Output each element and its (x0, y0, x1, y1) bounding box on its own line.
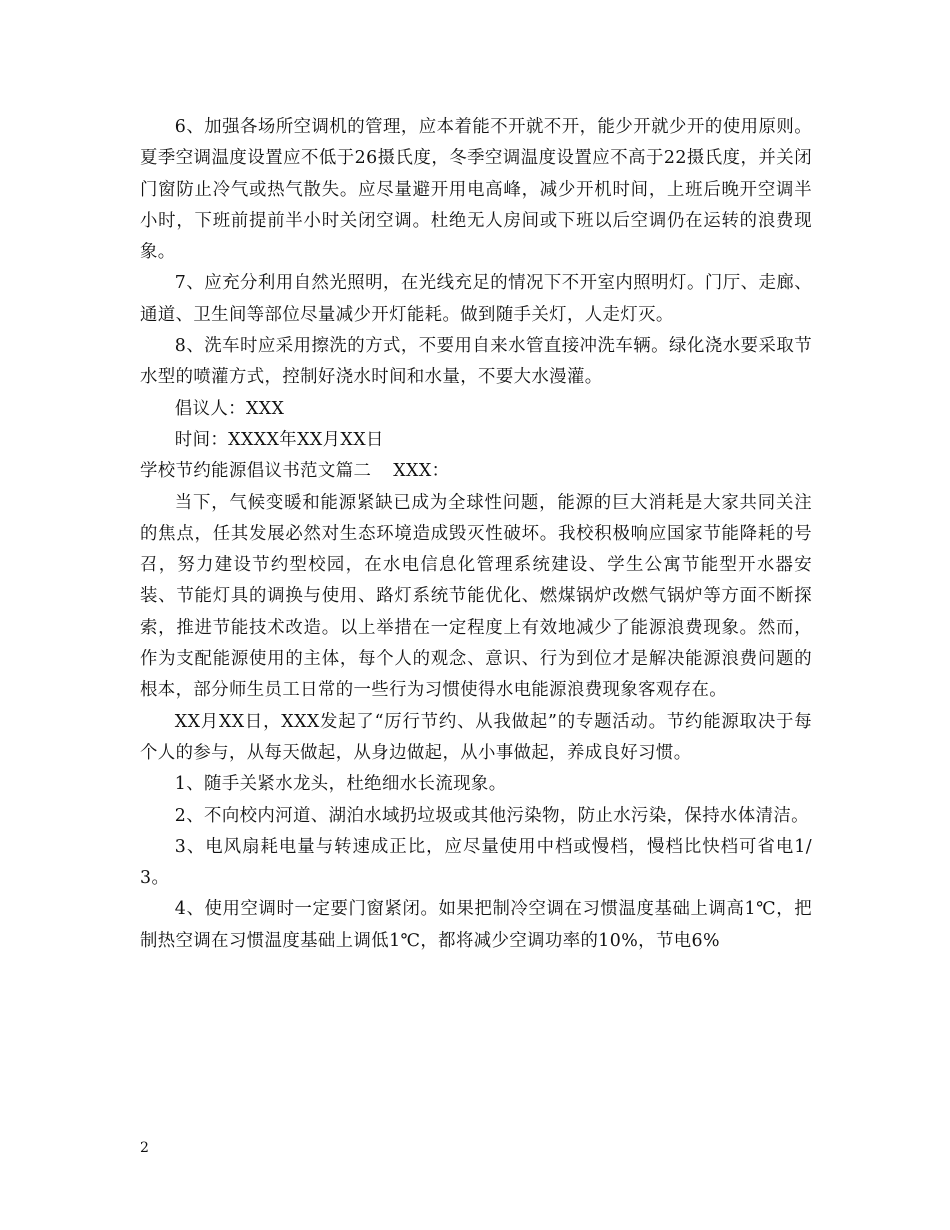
tip-item-4: 4、使用空调时一定要门窗紧闭。如果把制冷空调在习惯温度基础上调高1℃，把制热空调在习惯温度基础上调低1℃，都将减少空调功率的10%，节电6% (140, 899, 812, 951)
tip-item-3: 3、电风扇耗电量与转速成正比，应尽量使用中档或慢档，慢档比快档可省电1/3。 (140, 836, 812, 889)
paragraph-item-7: 7、应充分利用自然光照明，在光线充足的情况下不开室内照明灯。门厅、走廊、通道、卫生间等部位尽量减少开灯能耗。做到随手关灯，人走灯灭。 (140, 273, 812, 325)
proposer-line: 倡议人：XXX (174, 398, 285, 419)
tip-item-1: 1、随手关紧水龙头，杜绝细水长流现象。 (174, 774, 507, 795)
salutation: XXX： (393, 461, 450, 482)
page-number: 2 (140, 1140, 149, 1156)
paragraph-item-6: 6、加强各场所空调机的管理，应本着能不开就不开，能少开就少开的使用原则。夏季空调温度设置应不低于26摄氏度，冬季空调温度设置应不高于22摄氏度，并关闭门窗防止冷气或热气散失。应尽量避开用电高峰，减少开机时间，上班后晚开空调半小时，下班前提前半小时关闭空调。杜绝无人房间或下班以后空调仍在运转的浪费现象。 (140, 117, 812, 263)
intro-paragraph: 当下，气候变暖和能源紧缺已成为全球性问题，能源的巨大消耗是大家共同关注的焦点，任其发展必然对生态环境造成毁灭性破坏。我校积极响应国家节能降耗的号召，努力建设节约型校园，在水电信息化管理系统建设、学生公寓节能型开水器安装、节能灯具的调换与使用、路灯系统节能优化、燃煤锅炉改燃气锅炉等方面不断探索，推进节能技术改造。以上举措在一定程度上有效地减少了能源浪费现象。然而，作为支配能源使用的主体，每个人的观念、意识、行为到位才是解决能源浪费问题的根本，部分师生员工日常的一些行为习惯使得水电能源浪费现象客观存在。 (140, 492, 812, 701)
activity-paragraph: XX月XX日，XXX发起了“厉行节约、从我做起”的专题活动。节约能源取决于每个人的参与，从每天做起，从身边做起，从小事做起，养成良好习惯。 (140, 711, 812, 763)
tip-item-2: 2、不向校内河道、湖泊水域扔垃圾或其他污染物，防止水污染，保持水体清洁。 (174, 805, 809, 826)
section-heading (140, 456, 812, 487)
section-title: 学校节约能源倡议书范文篇二 (140, 461, 372, 482)
paragraph-item-8: 8、洗车时应采用擦洗的方式，不要用自来水管直接冲洗车辆。绿化浇水要采取节水型的喷灌方式，控制好浇水时间和水量，不要大水漫灌。 (140, 336, 812, 388)
date-line: 时间：XXXX年XX月XX日 (174, 429, 384, 450)
document-body (140, 112, 812, 957)
